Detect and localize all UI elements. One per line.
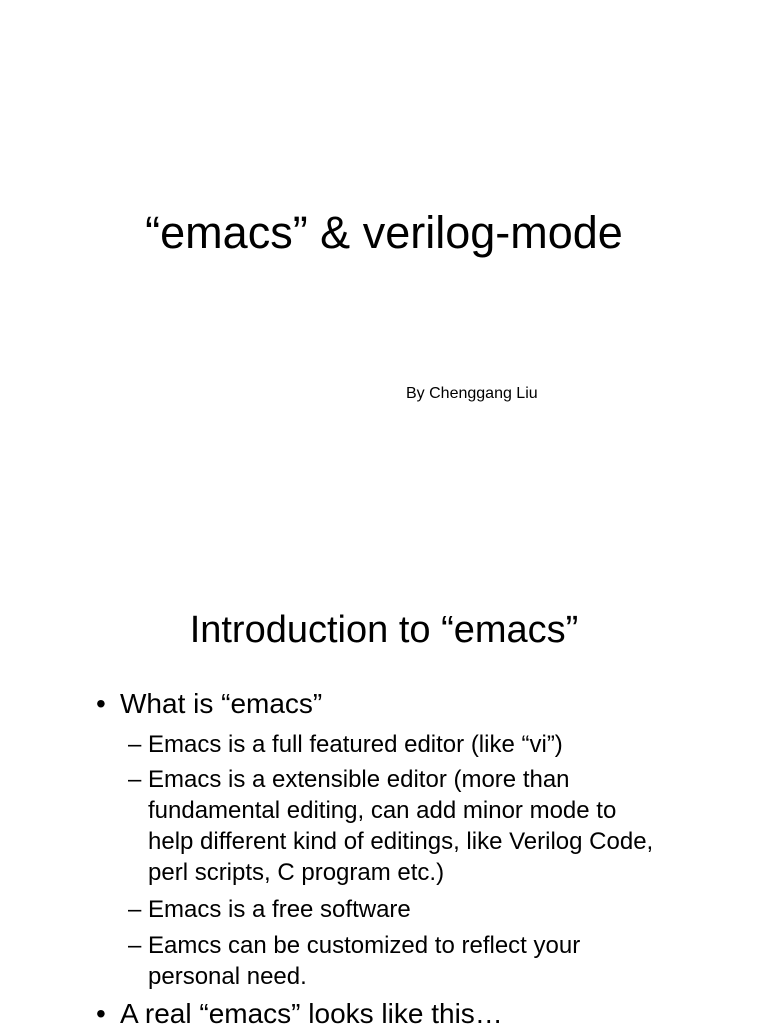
bullet-text: A real “emacs” looks like this… <box>120 998 503 1024</box>
dash-glyph: – <box>128 932 142 959</box>
sub-item <box>128 894 688 925</box>
slide-title: “emacs” & verilog-mode <box>145 207 623 258</box>
bullet-glyph: • <box>96 688 106 719</box>
sub-item-text: Emacs is a full featured editor (like “vi”) <box>148 731 563 758</box>
author-line: By Chenggang Liu <box>406 385 538 402</box>
sub-item-text: Emacs is a extensible editor (more than fundamental editing, can add minor mode to help different kind of editings, like Verilog Code, perl scripts, C program etc.) <box>148 766 654 886</box>
bullet-text: What is “emacs” <box>120 688 323 719</box>
sub-item-text: Emacs is a free software <box>148 896 411 923</box>
sub-item-text: Eamcs can be customized to reflect your personal need. <box>148 932 581 990</box>
section-title: Introduction to “emacs” <box>189 609 579 651</box>
dash-glyph: – <box>128 766 142 793</box>
bullet-glyph: • <box>96 998 106 1024</box>
dash-glyph: – <box>128 896 142 923</box>
dash-glyph: – <box>128 731 142 758</box>
sub-item <box>128 930 608 992</box>
sub-item <box>128 764 658 888</box>
sub-item <box>128 729 688 760</box>
